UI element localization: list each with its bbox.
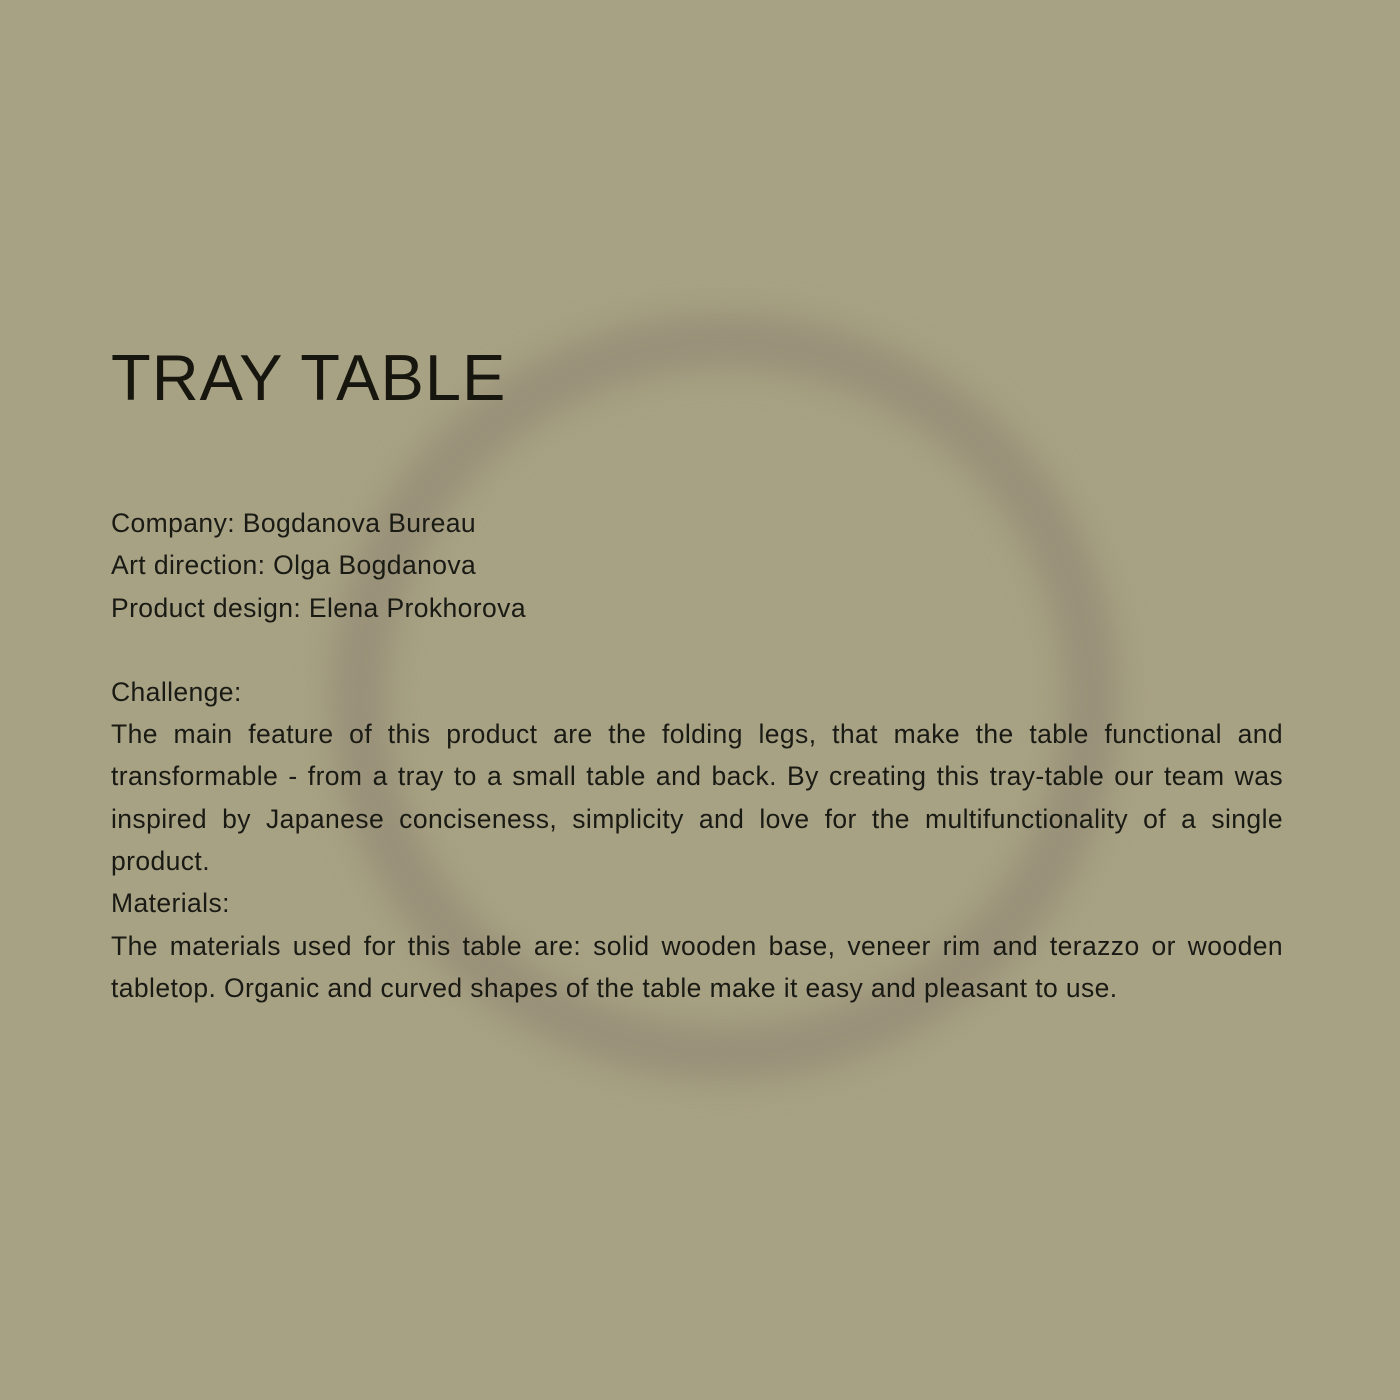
credit-company: Company: Bogdanova Bureau	[111, 508, 477, 538]
materials-section	[111, 882, 1283, 1009]
challenge-heading: Challenge:	[111, 676, 242, 707]
materials-heading: Materials:	[111, 888, 230, 919]
description-panel	[111, 340, 1283, 1009]
challenge-section	[111, 671, 1283, 882]
credit-art-direction: Art direction: Olga Bogdanova	[111, 550, 477, 581]
credits-block	[111, 502, 1283, 629]
challenge-text: The main feature of this product are the folding legs, that make the table functional and transformable - from a tray to a small table and back. By creating this tray-table our team was inspired by Japanese conciseness, simplicity and love for the multifunctionality of a single product.	[111, 719, 1283, 877]
page-title: TRAY TABLE	[111, 341, 507, 414]
credit-product-design: Product design: Elena Prokhorova	[111, 592, 526, 623]
materials-text: The materials used for this table are: solid wooden base, veneer rim and terazzo or wooden tabletop. Organic and curved shapes of the table make it easy and pleasant to use.	[111, 930, 1283, 1003]
section-spacer	[111, 629, 1283, 671]
